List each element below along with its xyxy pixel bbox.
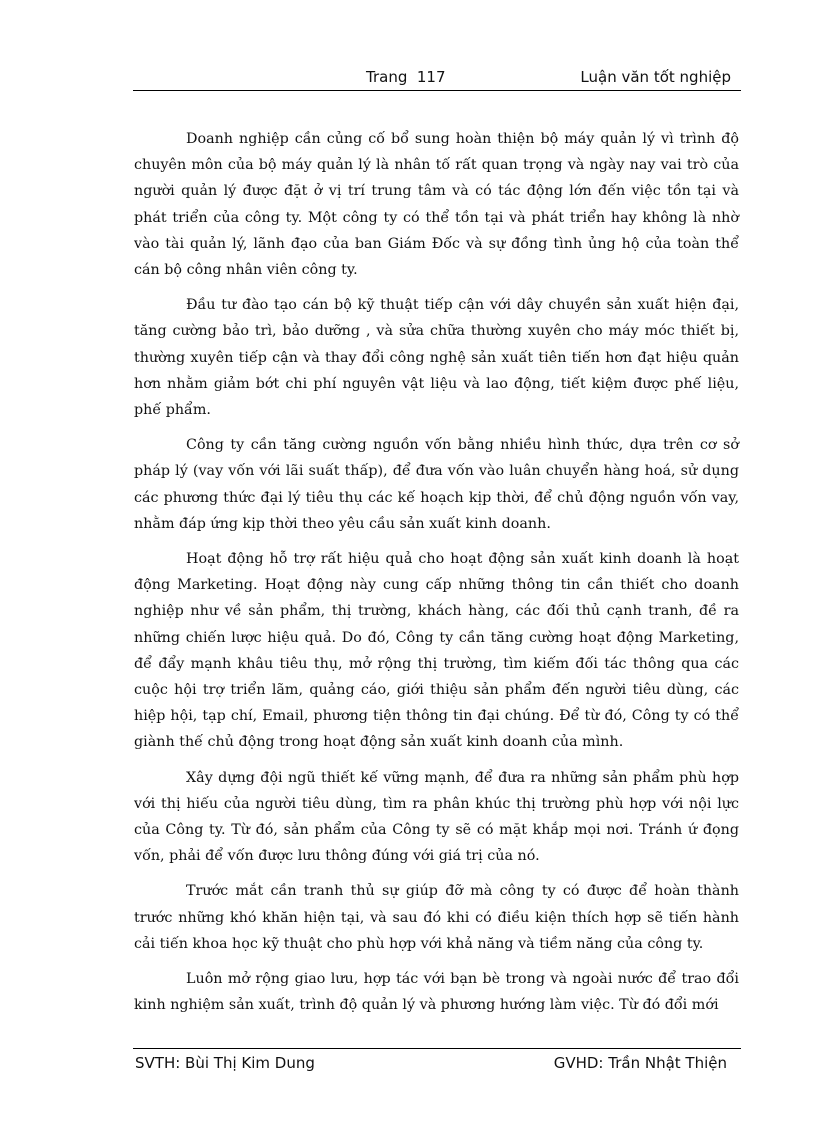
advisor-name: GVHD: Trần Nhật Thiện [553, 1054, 727, 1072]
page-number: Trang 117 [366, 68, 446, 86]
page-footer [133, 1048, 741, 1077]
paragraph: Công ty cần tăng cường nguồn vốn bằng nhiều hình thức, dựa trên cơ sở pháp lý (vay vốn với lãi suất thấp), để đưa vốn vào luân chuyển hàng hoá, sử dụng các phương thức đại lý tiêu thụ các kế hoạch kịp thời, để chủ động nguồn vốn vay, nhằm đáp ứng kịp thời theo yêu cầu sản xuất kinh doanh. [134, 437, 739, 532]
document-type-label: Luận văn tốt nghiệp [580, 68, 731, 86]
paragraph: Xây dựng đội ngũ thiết kế vững mạnh, để đưa ra những sản phẩm phù hợp với thị hiếu của người tiêu dùng, tìm ra phân khúc thị trường phù hợp với nội lực của Công ty. Từ đó, sản phẩm của Công ty sẽ có mặt khắp mọi nơi. Tránh ứ đọng vốn, phải để vốn được lưu thông đúng với giá trị của nó. [134, 769, 739, 865]
student-name: SVTH: Bùi Thị Kim Dung [135, 1054, 315, 1072]
paragraph: Trước mắt cần tranh thủ sự giúp đỡ mà công ty có được để hoàn thành trước những khó khăn hiện tại, và sau đó khi có điều kiện thích hợp sẽ tiến hành cải tiến khoa học kỹ thuật cho phù hợp với khả năng và tiềm năng của công ty. [134, 883, 739, 952]
page-header [133, 64, 741, 91]
paragraph: Luôn mở rộng giao lưu, hợp tác với bạn bè trong và ngoài nước để trao đổi kinh nghiệm sản xuất, trình độ quản lý và phương hướng làm việc. Từ đó đổi mới [134, 971, 739, 1014]
paragraph: Doanh nghiệp cần củng cố bổ sung hoàn thiện bộ máy quản lý vì trình độ chuyên môn của bộ máy quản lý là nhân tố rất quan trọng và ngày nay vai trò của người quản lý được đặt ở vị trí trung tâm và có tác động lớn đến việc tồn tại và phát triển của công ty. Một công ty có thể tồn tại và phát triển hay không là nhờ vào tài quản lý, lãnh đạo của ban Giám Đốc và sự đồng tình ủng hộ của toàn thể cán bộ công nhân viên công ty. [134, 131, 739, 279]
paragraph: Đầu tư đào tạo cán bộ kỹ thuật tiếp cận với dây chuyền sản xuất hiện đại, tăng cường bảo trì, bảo dưỡng , và sửa chữa thường xuyên cho máy móc thiết bị, thường xuyên tiếp cận và thay đổi công nghệ sản xuất tiên tiến hơn đạt hiệu quản hơn nhằm giảm bớt chi phí nguyên vật liệu và lao động, tiết kiệm được phế liệu, phế phẩm. [134, 297, 739, 419]
document-body [134, 126, 739, 1028]
paragraph: Hoạt động hỗ trợ rất hiệu quả cho hoạt động sản xuất kinh doanh là hoạt động Marketing. Hoạt động này cung cấp những thông tin cần thiết cho doanh nghiệp như về sản phẩm, thị trường, khách hàng, các đối thủ cạnh tranh, đề ra những chiến lược hiệu quả. Do đó, Công ty cần tăng cường hoạt động Marketing, để đẩy mạnh khâu tiêu thụ, mở rộng thị trường, tìm kiếm đối tác thông qua các cuộc hội trợ triển lãm, quảng cáo, giới thiệu sản phẩm đến người tiêu dùng, các hiệp hội, tạp chí, Email, phương tiện thông tin đại chúng. Để từ đó, Công ty có thể giành thế chủ động trong hoạt động sản xuất kinh doanh của mình. [134, 551, 739, 751]
